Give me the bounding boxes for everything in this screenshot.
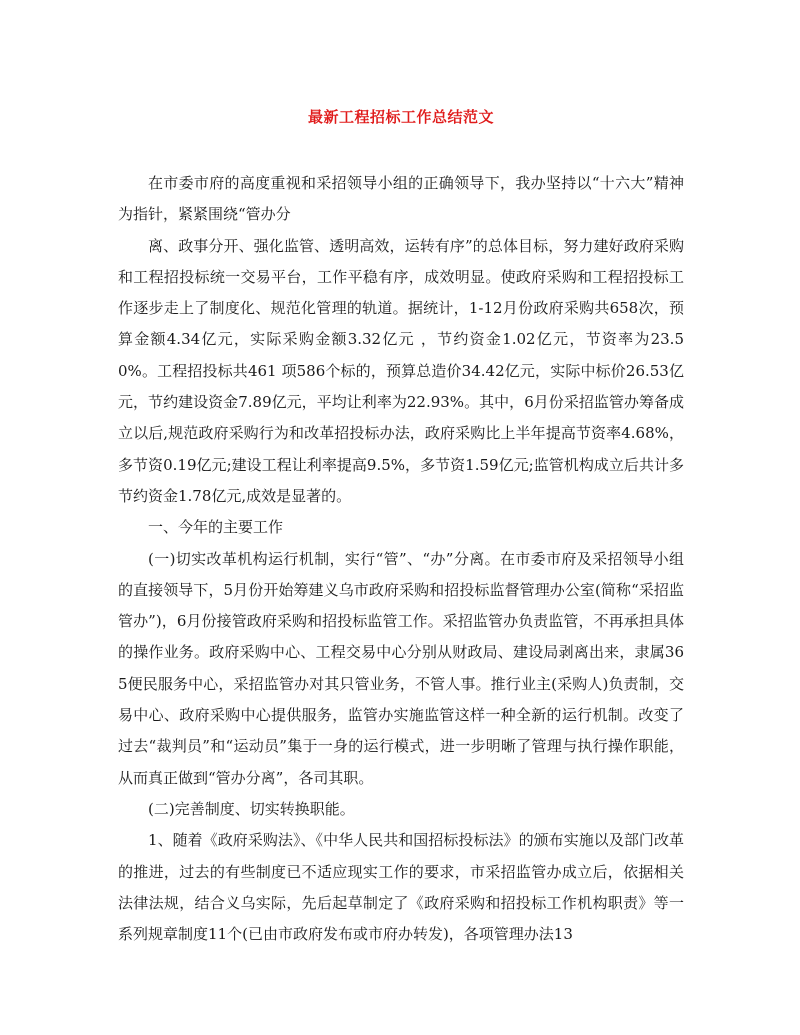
document-body <box>118 168 684 950</box>
paragraph-summary: 离、政事分开、强化监管、透明高效，运转有序”的总体目标，努力建好政府采购和工程招投标统一交易平台，工作平稳有序，成效明显。使政府采购和工程招投标工作逐步走上了制度化、规范化管理的轨道。据统计，1-12月份政府采购共658次，预算金额4.34亿元，实际采购金额3.32亿元 ，节约资金1.02亿元，节资率为23.50%。工程招投标共461 项586个标的，预算总造价34.42亿元，实际中标价26.53亿元，节约建设资金7.89亿元，平均让利率为22.93%。其中，6月份采招监管办筹备成立以后,规范政府采购行为和改革招投标办法，政府采购比上半年提高节资率4.68%，多节资0.19亿元;建设工程让利率提高9.5%，多节资1.59亿元;监管机构成立后共计多节约资金1.78亿元,成效是显著的。 <box>118 236 684 505</box>
subsection-heading-improve-system: (二)完善制度、切实转换职能。 <box>148 799 355 818</box>
paragraph-reform-mechanism: (一)切实改革机构运行机制，实行“管”、“办”分离。在市委市府及采招领导小组的直接领导下，5月份开始筹建义乌市政府采购和招投标监督管理办公室(简称“采招监管办”)，6月份接管政府采购和招投标监管工作。采招监管办负责监管，不再承担具体的操作业务。政府采购中心、工程交易中心分别从财政局、建设局剥离出来，隶属365便民服务中心，采招监管办对其只管业务，不管人事。推行业主(采购人)负责制，交易中心、政府采购中心提供服务，监管办实施监管这样一种全新的运行机制。改变了过去“裁判员”和“运动员”集于一身的运行模式，进一步明晰了管理与执行操作职能，从而真正做到“管办分离”，各司其职。 <box>118 549 684 787</box>
paragraph-regulations: 1、随着《政府采购法》、《中华人民共和国招标投标法》的颁布实施以及部门改革的推进，过去的有些制度已不适应现实工作的要求，市采招监管办成立后，依据相关法律法规，结合义乌实际，先后起草制定了《政府采购和招投标工作机构职责》等一系列规章制度11个(已由市政府发布或市府办转发)，各项管理办法13 <box>118 831 684 944</box>
document-title: 最新工程招标工作总结范文 <box>307 108 494 126</box>
paragraph-intro: 在市委市府的高度重视和采招领导小组的正确领导下，我办坚持以“十六大”精神为指针，紧紧围绕“管办分 <box>118 174 684 224</box>
section-heading-main-work: 一、今年的主要工作 <box>148 518 284 537</box>
